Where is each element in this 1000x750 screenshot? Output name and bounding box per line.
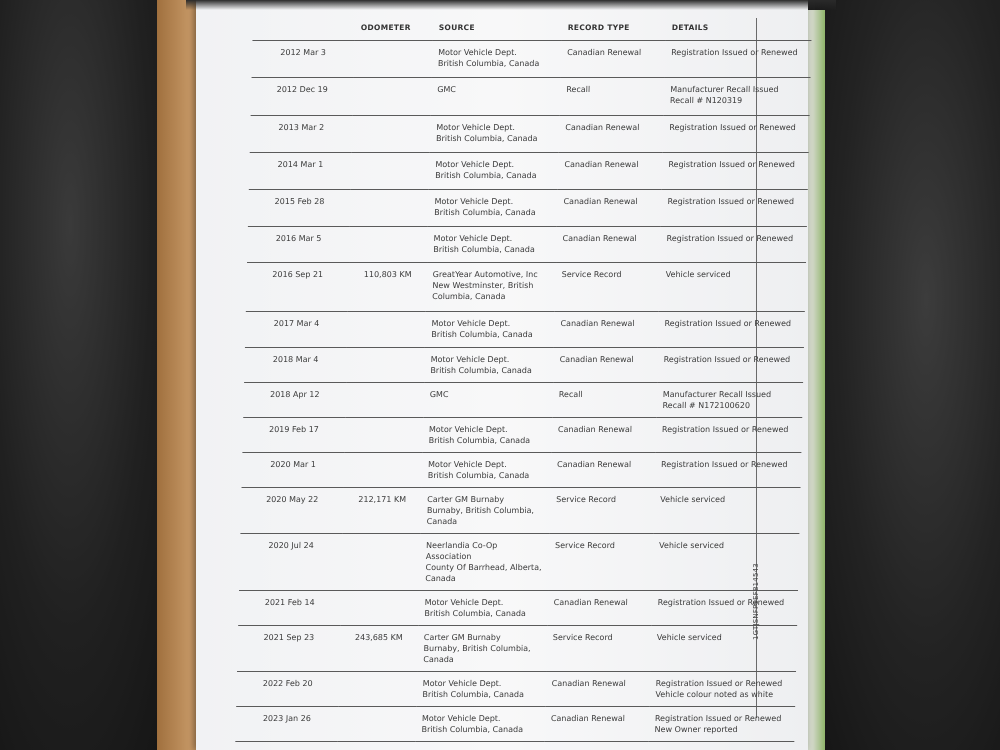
record-type: Canadian Renewal xyxy=(556,227,661,263)
record-odometer xyxy=(338,672,417,707)
source-line: Canada xyxy=(423,655,454,664)
source-line: British Columbia, Canada xyxy=(435,134,538,143)
record-details xyxy=(664,78,811,116)
table-row xyxy=(244,348,804,383)
record-type: Canadian Renewal xyxy=(561,41,666,78)
record-date: 2014 Mar 1 xyxy=(249,153,352,190)
record-type: Canadian Renewal xyxy=(547,591,652,626)
record-details xyxy=(650,626,797,672)
table-row xyxy=(251,78,811,116)
details-line: Vehicle colour noted as white xyxy=(655,690,774,699)
record-odometer xyxy=(344,418,423,453)
table-row xyxy=(236,672,796,707)
record-odometer xyxy=(345,383,424,418)
record-type: Canadian Renewal xyxy=(553,348,658,383)
details-line: Registration Issued or Renewed xyxy=(668,160,796,169)
details-line: Manufacturer Recall Issued xyxy=(670,85,779,94)
record-date: 2018 Mar 4 xyxy=(244,348,347,383)
record-details xyxy=(651,591,798,626)
record-date: 2012 Mar 3 xyxy=(252,41,355,78)
record-type: Service Record xyxy=(548,534,653,591)
record-odometer xyxy=(347,312,426,348)
source-line: Canada xyxy=(425,574,456,583)
source-line: County Of Barrhead, Alberta, xyxy=(425,563,542,572)
record-type: Service Record xyxy=(549,488,654,534)
record-type: Canadian Renewal xyxy=(545,672,650,707)
record-odometer xyxy=(352,116,431,153)
record-type: Canadian Renewal xyxy=(558,153,663,190)
dashboard-left xyxy=(0,0,175,750)
history-report-page xyxy=(196,0,808,750)
record-details xyxy=(663,116,810,153)
record-type: Canadian Renewal xyxy=(544,707,649,742)
record-odometer xyxy=(353,78,432,116)
record-date: 2020 Mar 1 xyxy=(242,453,345,488)
details-line: Manufacturer Recall Issued xyxy=(662,390,772,399)
source-line: Motor Vehicle Dept. xyxy=(438,48,517,57)
source-line: GreatYear Automotive, Inc xyxy=(432,270,538,279)
details-line: Registration Issued or Renewed xyxy=(664,319,792,328)
record-source xyxy=(432,41,562,78)
record-odometer: 110,803 KM xyxy=(348,263,427,312)
record-source xyxy=(430,116,560,153)
record-details xyxy=(652,534,799,591)
record-date: 2021 Sep 23 xyxy=(237,626,340,672)
record-odometer: 243,685 KM xyxy=(339,626,418,672)
source-line: Columbia, Canada xyxy=(432,292,506,301)
source-line: British Columbia, Canada xyxy=(427,471,530,480)
record-date: 2015 Feb 28 xyxy=(248,190,351,227)
record-source xyxy=(428,190,558,227)
table-row xyxy=(247,227,807,263)
table-row xyxy=(235,707,795,742)
details-line: New Owner reported xyxy=(654,725,738,734)
record-type: Canadian Renewal xyxy=(554,312,659,348)
record-details xyxy=(659,263,806,312)
record-date: 2012 Dec 19 xyxy=(251,78,354,116)
record-source xyxy=(422,418,552,453)
source-line: GMC xyxy=(437,85,457,94)
table-row xyxy=(239,534,799,591)
source-line: Motor Vehicle Dept. xyxy=(424,598,504,607)
record-source xyxy=(415,707,545,742)
record-odometer: 212,171 KM xyxy=(342,488,421,534)
record-odometer xyxy=(349,227,428,263)
record-source xyxy=(426,263,556,312)
details-line: Registration Issued or Renewed xyxy=(654,714,782,723)
source-line: Motor Vehicle Dept. xyxy=(431,319,511,328)
source-line: British Columbia, Canada xyxy=(430,366,532,375)
source-line: Motor Vehicle Dept. xyxy=(422,679,502,688)
record-source xyxy=(425,312,555,348)
record-date: 2020 May 22 xyxy=(240,488,343,534)
record-type: Recall xyxy=(560,78,665,116)
details-line: Registration Issued or Renewed xyxy=(660,460,788,469)
source-line: Burnaby, British Columbia, xyxy=(423,644,531,653)
details-line: Registration Issued or Renewed xyxy=(671,48,798,57)
record-source xyxy=(429,153,559,190)
record-type: Service Record xyxy=(555,263,660,312)
table-row xyxy=(242,453,802,488)
record-date: 2017 Mar 4 xyxy=(245,312,348,348)
details-line: Recall # N172100620 xyxy=(662,401,751,410)
record-type: Recall xyxy=(552,383,657,418)
record-source xyxy=(423,383,553,418)
record-odometer xyxy=(340,591,419,626)
header-details: DETAILS xyxy=(671,23,709,32)
table-row xyxy=(248,190,808,227)
source-line: New Westminster, British xyxy=(432,281,534,290)
table-row xyxy=(240,488,800,534)
source-line: British Columbia, Canada xyxy=(434,208,536,217)
record-details xyxy=(662,153,809,190)
table-row xyxy=(252,41,812,78)
source-line: Neerlandia Co-Op Association xyxy=(425,541,498,561)
details-line: Registration Issued or Renewed xyxy=(661,425,789,434)
record-source xyxy=(420,488,550,534)
record-type: Canadian Renewal xyxy=(557,190,662,227)
sheet-top-shadow xyxy=(186,0,836,10)
record-type: Service Record xyxy=(546,626,651,672)
source-line: Carter GM Burnaby xyxy=(423,633,501,642)
record-details xyxy=(660,227,807,263)
table-row xyxy=(238,591,798,626)
header-record-type: RECORD TYPE xyxy=(567,23,630,32)
header-date xyxy=(252,18,355,41)
record-odometer xyxy=(346,348,425,383)
details-line: Recall # N120319 xyxy=(669,96,743,105)
record-details xyxy=(657,348,804,383)
record-date: 2020 Jul 24 xyxy=(239,534,342,591)
record-odometer xyxy=(341,534,420,591)
record-source xyxy=(417,626,547,672)
record-date: 2022 Feb 20 xyxy=(236,672,339,707)
record-source xyxy=(422,453,552,488)
source-line: British Columbia, Canada xyxy=(433,245,535,254)
record-source xyxy=(419,534,549,591)
record-details xyxy=(656,383,803,418)
details-line: Registration Issued or Renewed xyxy=(663,355,791,364)
record-date: 2023 Jan 26 xyxy=(235,707,338,742)
record-source xyxy=(424,348,554,383)
record-details xyxy=(661,190,808,227)
source-line: British Columbia, Canada xyxy=(431,330,533,339)
record-date: 2019 Feb 17 xyxy=(242,418,345,453)
dashboard-right xyxy=(815,0,1000,750)
record-date: 2016 Mar 5 xyxy=(247,227,350,263)
table-header-row xyxy=(252,18,812,41)
source-line: British Columbia, Canada xyxy=(422,690,525,699)
header-source: SOURCE xyxy=(438,23,475,32)
header-odometer: ODOMETER xyxy=(360,23,411,32)
details-line: Vehicle serviced xyxy=(658,541,725,550)
source-line: Motor Vehicle Dept. xyxy=(428,425,508,434)
details-line: Registration Issued or Renewed xyxy=(667,197,795,206)
record-odometer xyxy=(344,453,423,488)
record-details xyxy=(665,41,812,78)
source-line: British Columbia, Canada xyxy=(435,171,537,180)
source-line: British Columbia, Canada xyxy=(428,436,531,445)
source-line: Motor Vehicle Dept. xyxy=(421,714,501,723)
table-row xyxy=(243,383,803,418)
record-type: Canadian Renewal xyxy=(551,418,656,453)
table-row xyxy=(250,116,810,153)
details-line: Vehicle serviced xyxy=(656,633,722,642)
details-line: Vehicle serviced xyxy=(660,495,726,504)
source-line: Motor Vehicle Dept. xyxy=(434,197,514,206)
table-row xyxy=(245,312,805,348)
record-details xyxy=(653,488,800,534)
details-line: Registration Issued or Renewed xyxy=(655,679,783,688)
record-type: Canadian Renewal xyxy=(559,116,664,153)
table-row xyxy=(237,626,797,672)
source-line: British Columbia, Canada xyxy=(424,609,526,618)
record-details xyxy=(655,418,802,453)
source-line: Motor Vehicle Dept. xyxy=(430,355,510,364)
source-line: Motor Vehicle Dept. xyxy=(433,234,513,243)
vin-number: 1GTJSNFP9EF814543 xyxy=(752,563,760,640)
table-row xyxy=(249,153,809,190)
details-line: Registration Issued or Renewed xyxy=(666,234,794,243)
record-date: 2021 Feb 14 xyxy=(238,591,341,626)
source-line: Motor Vehicle Dept. xyxy=(436,123,516,132)
details-line: Registration Issued or Renewed xyxy=(657,598,785,607)
details-line: Vehicle serviced xyxy=(665,270,731,279)
record-source xyxy=(416,672,546,707)
source-line: British Columbia, Canada xyxy=(437,59,540,68)
record-odometer xyxy=(337,707,416,742)
record-source xyxy=(431,78,561,116)
record-date: 2016 Sep 21 xyxy=(246,263,349,312)
record-details xyxy=(648,707,795,742)
record-details xyxy=(658,312,805,348)
record-date: 2018 Apr 12 xyxy=(243,383,346,418)
source-line: Motor Vehicle Dept. xyxy=(427,460,507,469)
record-odometer xyxy=(354,41,433,78)
vehicle-history-table xyxy=(235,18,812,742)
record-source xyxy=(427,227,557,263)
record-details xyxy=(655,453,802,488)
table-row xyxy=(242,418,802,453)
source-line: British Columbia, Canada xyxy=(421,725,524,734)
source-line: Canada xyxy=(426,517,458,526)
record-odometer xyxy=(350,190,429,227)
record-odometer xyxy=(351,153,430,190)
table-row xyxy=(246,263,806,312)
source-line: Burnaby, British Columbia, xyxy=(426,506,535,515)
record-date: 2013 Mar 2 xyxy=(250,116,353,153)
details-line: Registration Issued or Renewed xyxy=(669,123,796,132)
source-line: Motor Vehicle Dept. xyxy=(435,160,515,169)
record-type: Canadian Renewal xyxy=(551,453,656,488)
source-line: GMC xyxy=(429,390,449,399)
source-line: Carter GM Burnaby xyxy=(427,495,505,504)
record-source xyxy=(418,591,548,626)
record-details xyxy=(649,672,796,707)
